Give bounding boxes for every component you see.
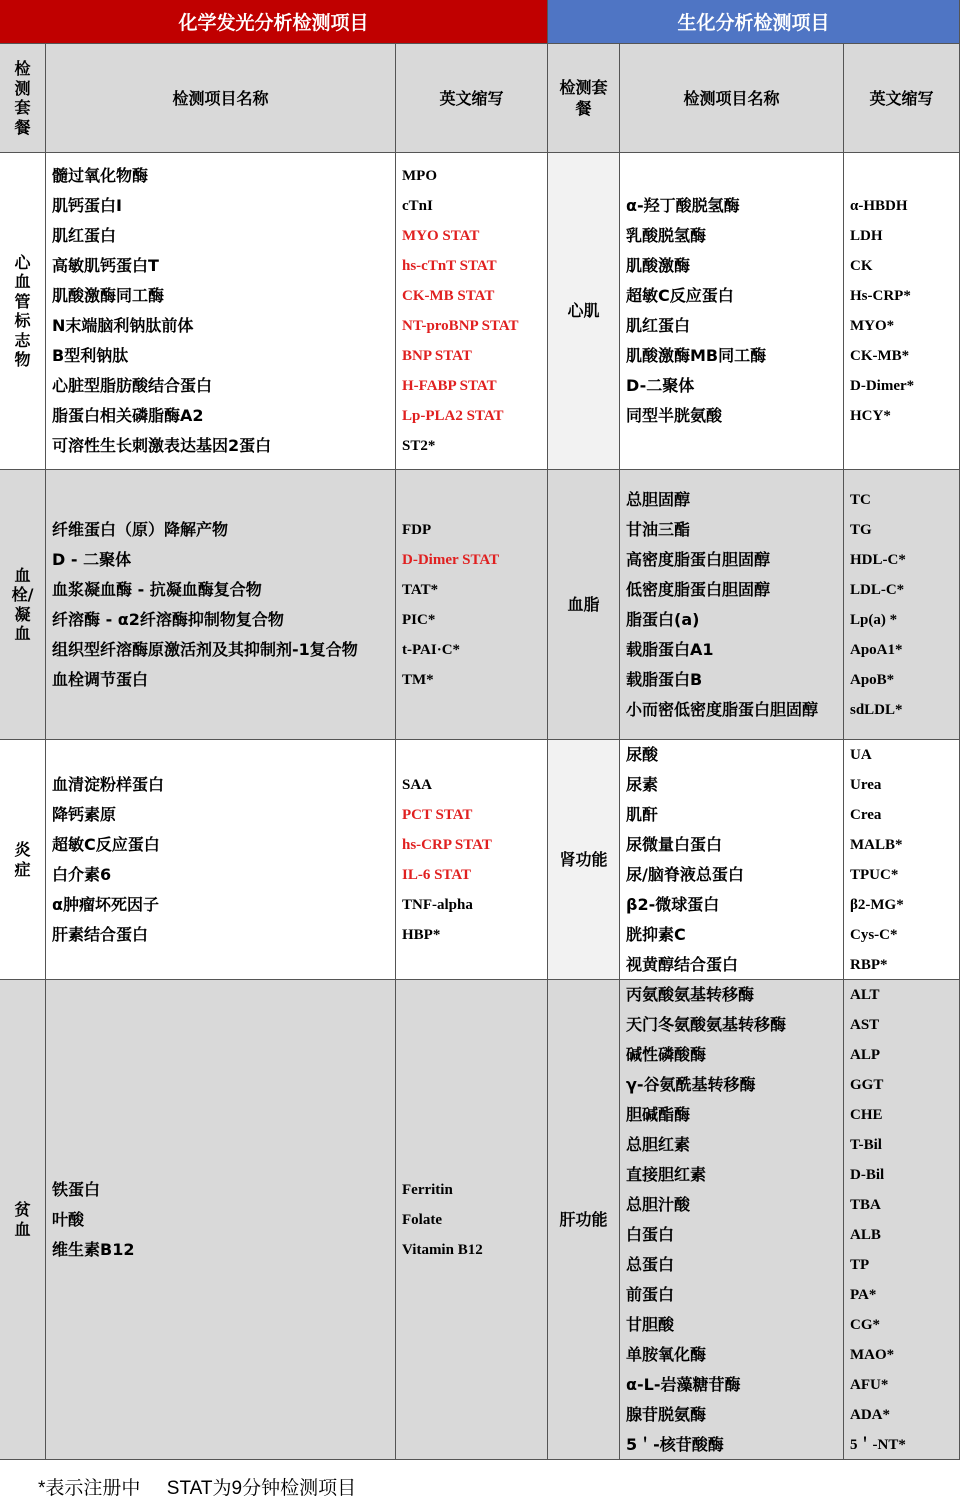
right-abbrs-liver (844, 980, 960, 1460)
test-item-abbr: HBP* (402, 926, 441, 943)
test-item-abbr: Ferritin (402, 1181, 453, 1198)
left-names-inflammation (46, 740, 396, 980)
test-item-abbr: MALB* (850, 836, 903, 853)
test-item-abbr: TG (850, 521, 872, 538)
test-item-name: 白蛋白 (626, 1224, 675, 1244)
test-item-name: 载脂蛋白A1 (626, 639, 714, 659)
test-item-name: 白介素6 (52, 864, 112, 884)
left-name-header: 检测项目名称 (46, 44, 396, 153)
right-section-title: 生化分析检测项目 (548, 0, 960, 44)
test-item-abbr: ApoB* (850, 671, 895, 688)
test-item-name: 碱性磷酸酶 (626, 1044, 707, 1064)
test-item-abbr: FDP (402, 521, 432, 538)
test-item-abbr: LDL-C* (850, 581, 905, 598)
test-item-name: 脂蛋白相关磷脂酶A2 (52, 406, 204, 425)
right-abbr-header: 英文缩写 (844, 44, 960, 153)
panel-myocardial: 心肌 (548, 153, 620, 470)
test-item-name: 总蛋白 (626, 1254, 675, 1274)
test-item-name: 脂蛋白(a) (626, 609, 700, 629)
test-item-name: D-二聚体 (626, 376, 695, 395)
test-item-name: 丙氨酸氨基转移酶 (626, 984, 755, 1004)
test-item-name: α肿瘤坏死因子 (52, 894, 159, 914)
test-item-name: 同型半胱氨酸 (626, 406, 723, 425)
test-item-abbr: HCY* (850, 408, 891, 424)
test-item-name: 低密度脂蛋白胆固醇 (626, 579, 771, 599)
test-item-abbr: sdLDL* (850, 701, 903, 718)
test-item-abbr: MAO* (850, 1346, 895, 1363)
test-item-name: α-L-岩藻糖苷酶 (626, 1374, 741, 1394)
test-item-name: 肌酸激酶同工酶 (52, 286, 165, 305)
test-item-name: 尿酸 (626, 744, 659, 764)
test-item-name: 5＇-核苷酸酶 (626, 1434, 724, 1454)
panel-lipids: 血脂 (548, 470, 620, 740)
test-item-abbr: TP (850, 1256, 870, 1273)
test-item-name: N末端脑利钠肽前体 (52, 316, 194, 335)
test-item-abbr: GGT (850, 1076, 884, 1093)
panel-renal: 肾功能 (548, 740, 620, 980)
right-abbrs-myocardial (844, 153, 960, 470)
test-item-name: α-羟丁酸脱氢酶 (626, 196, 740, 215)
test-item-name: 血栓调节蛋白 (52, 669, 149, 689)
test-item-abbr: RBP* (850, 956, 888, 973)
left-panel-header: 检测套餐 (0, 44, 46, 153)
left-abbrs-anemia (396, 980, 548, 1460)
test-item-abbr: TC (850, 491, 871, 508)
test-item-abbr: Crea (850, 806, 882, 823)
left-abbr-header: 英文缩写 (396, 44, 548, 153)
panel-liver: 肝功能 (548, 980, 620, 1460)
test-item-name: β2-微球蛋白 (626, 894, 720, 914)
test-item-abbr: ADA* (850, 1406, 890, 1423)
left-names-cardiovascular (46, 153, 396, 470)
test-item-name: 胱抑素C (626, 924, 686, 944)
right-name-header: 检测项目名称 (620, 44, 844, 153)
test-item-abbr: AST (850, 1016, 880, 1033)
test-item-abbr: Cys-C* (850, 926, 898, 943)
test-item-name: 胆碱酯酶 (626, 1104, 691, 1124)
test-item-name: 肌钙蛋白I (52, 196, 122, 215)
test-item-name: γ-谷氨酰基转移酶 (626, 1074, 756, 1094)
test-item-abbr: D-Dimer STAT (402, 551, 500, 568)
test-item-name: 纤维蛋白（原）降解产物 (52, 519, 229, 539)
test-item-name: 前蛋白 (626, 1284, 675, 1304)
right-names-liver (620, 980, 844, 1460)
test-item-name: 尿/脑脊液总蛋白 (626, 864, 744, 884)
test-item-name: 髓过氧化物酶 (52, 166, 149, 185)
panel-cardiovascular: 心血管标志物 (0, 153, 46, 470)
test-item-abbr: MYO STAT (402, 228, 480, 244)
test-item-name: 高敏肌钙蛋白T (52, 256, 159, 275)
test-item-abbr: BNP STAT (402, 348, 472, 364)
left-abbrs-thrombosis (396, 470, 548, 740)
test-item-abbr: PA* (850, 1286, 877, 1303)
test-item-name: 肌酐 (626, 804, 659, 824)
test-item-name: 小而密低密度脂蛋白胆固醇 (626, 699, 819, 719)
test-item-abbr: CHE (850, 1106, 883, 1123)
test-item-abbr: PIC* (402, 611, 436, 628)
test-item-name: 纤溶酶 - α2纤溶酶抑制物复合物 (52, 609, 284, 629)
test-item-name: 视黄醇结合蛋白 (626, 954, 739, 974)
right-names-lipids (620, 470, 844, 740)
right-abbrs-renal (844, 740, 960, 980)
test-item-abbr: H-FABP STAT (402, 378, 497, 394)
test-item-name: 降钙素原 (52, 804, 117, 824)
test-item-name: 肝素结合蛋白 (52, 924, 149, 944)
test-item-abbr: Hs-CRP* (850, 288, 911, 304)
test-item-name: 直接胆红素 (626, 1164, 707, 1184)
test-item-name: 血浆凝血酶 - 抗凝血酶复合物 (52, 579, 262, 599)
right-names-myocardial (620, 153, 844, 470)
test-item-name: 血清淀粉样蛋白 (52, 774, 165, 794)
test-item-abbr: SAA (402, 776, 433, 793)
test-item-abbr: CK-MB STAT (402, 288, 495, 304)
test-item-name: D - 二聚体 (52, 549, 132, 569)
test-item-name: 总胆固醇 (626, 489, 691, 509)
test-item-name: 组织型纤溶酶原激活剂及其抑制剂-1复合物 (52, 639, 358, 659)
test-item-name: 维生素B12 (52, 1239, 135, 1259)
test-item-name: 超敏C反应蛋白 (52, 834, 160, 854)
test-item-abbr: TBA (850, 1196, 881, 1213)
test-item-abbr: D-Dimer* (850, 378, 915, 394)
test-item-abbr: CK (850, 258, 873, 274)
left-names-anemia (46, 980, 396, 1460)
test-item-abbr: IL-6 STAT (402, 866, 472, 883)
test-item-name: 铁蛋白 (52, 1179, 101, 1199)
test-item-name: 单胺氧化酶 (626, 1344, 707, 1364)
test-item-abbr: UA (850, 746, 872, 763)
left-section-title: 化学发光分析检测项目 (0, 0, 548, 44)
test-item-name: 肌红蛋白 (52, 226, 117, 245)
test-item-abbr: NT-proBNP STAT (402, 318, 519, 334)
test-item-abbr: Folate (402, 1211, 442, 1228)
panel-thrombosis: 血栓/凝血 (0, 470, 46, 740)
test-item-abbr: HDL-C* (850, 551, 906, 568)
test-item-abbr: TAT* (402, 581, 439, 598)
test-item-abbr: TPUC* (850, 866, 899, 883)
test-item-name: B型利钠肽 (52, 346, 129, 365)
test-item-name: 载脂蛋白B (626, 669, 703, 689)
test-item-abbr: CK-MB* (850, 348, 910, 364)
test-item-abbr: AFU* (850, 1376, 889, 1393)
panel-inflammation: 炎症 (0, 740, 46, 980)
test-item-abbr: ALP (850, 1046, 880, 1063)
test-item-abbr: hs-cTnT STAT (402, 258, 497, 274)
test-item-abbr: ALB (850, 1226, 881, 1243)
test-item-abbr: TNF-alpha (402, 896, 473, 913)
test-item-abbr: Vitamin B12 (402, 1241, 483, 1258)
test-item-name: 尿微量白蛋白 (626, 834, 723, 854)
test-item-abbr: Lp(a) * (850, 611, 898, 628)
test-item-name: 腺苷脱氨酶 (626, 1404, 707, 1424)
test-item-name: 尿素 (626, 774, 659, 794)
left-abbrs-inflammation (396, 740, 548, 980)
test-item-abbr: ApoA1* (850, 641, 903, 658)
test-item-abbr: LDH (850, 228, 883, 244)
test-item-abbr: Urea (850, 776, 882, 793)
test-item-abbr: t-PAI·C* (402, 641, 461, 658)
test-item-abbr: ALT (850, 986, 880, 1003)
right-panel-header: 检测套餐 (548, 44, 620, 153)
test-item-abbr: MYO* (850, 318, 895, 334)
test-item-abbr: CG* (850, 1316, 880, 1333)
test-item-name: 甘油三酯 (626, 519, 691, 539)
test-item-name: 肌红蛋白 (626, 316, 691, 335)
left-names-thrombosis (46, 470, 396, 740)
test-item-name: 超敏C反应蛋白 (626, 286, 734, 305)
test-item-name: 天门冬氨酸氨基转移酶 (626, 1014, 787, 1034)
test-item-abbr: TM* (402, 671, 434, 688)
test-item-name: 甘胆酸 (626, 1314, 675, 1334)
test-item-abbr: Lp-PLA2 STAT (402, 408, 504, 424)
footer-note: *表示注册中 STAT为9分钟检测项目 (38, 1478, 357, 1499)
test-item-name: 肌酸激酶MB同工酶 (626, 346, 767, 365)
test-item-abbr: cTnI (402, 198, 433, 214)
test-item-abbr: MPO (402, 168, 437, 184)
test-item-name: 叶酸 (52, 1209, 85, 1229)
test-item-name: 总胆红素 (626, 1134, 691, 1154)
test-item-abbr: PCT STAT (402, 806, 473, 823)
test-item-name: 乳酸脱氢酶 (626, 226, 707, 245)
test-item-abbr: 5＇-NT* (850, 1436, 906, 1453)
test-item-name: 高密度脂蛋白胆固醇 (626, 549, 771, 569)
test-item-name: 肌酸激酶 (626, 256, 691, 275)
test-item-abbr: α-HBDH (850, 198, 908, 214)
panel-anemia: 贫血 (0, 980, 46, 1460)
test-item-abbr: β2-MG* (850, 896, 904, 913)
test-item-abbr: D-Bil (850, 1166, 885, 1183)
test-item-abbr: T-Bil (850, 1136, 882, 1153)
test-item-abbr: hs-CRP STAT (402, 836, 492, 853)
right-names-renal (620, 740, 844, 980)
left-abbrs-cardiovascular (396, 153, 548, 470)
test-item-name: 心脏型脂肪酸结合蛋白 (52, 376, 213, 395)
test-item-abbr: ST2* (402, 438, 436, 454)
right-abbrs-lipids (844, 470, 960, 740)
test-item-name: 总胆汁酸 (626, 1194, 691, 1214)
test-item-name: 可溶性生长刺激表达基因2蛋白 (52, 436, 272, 455)
